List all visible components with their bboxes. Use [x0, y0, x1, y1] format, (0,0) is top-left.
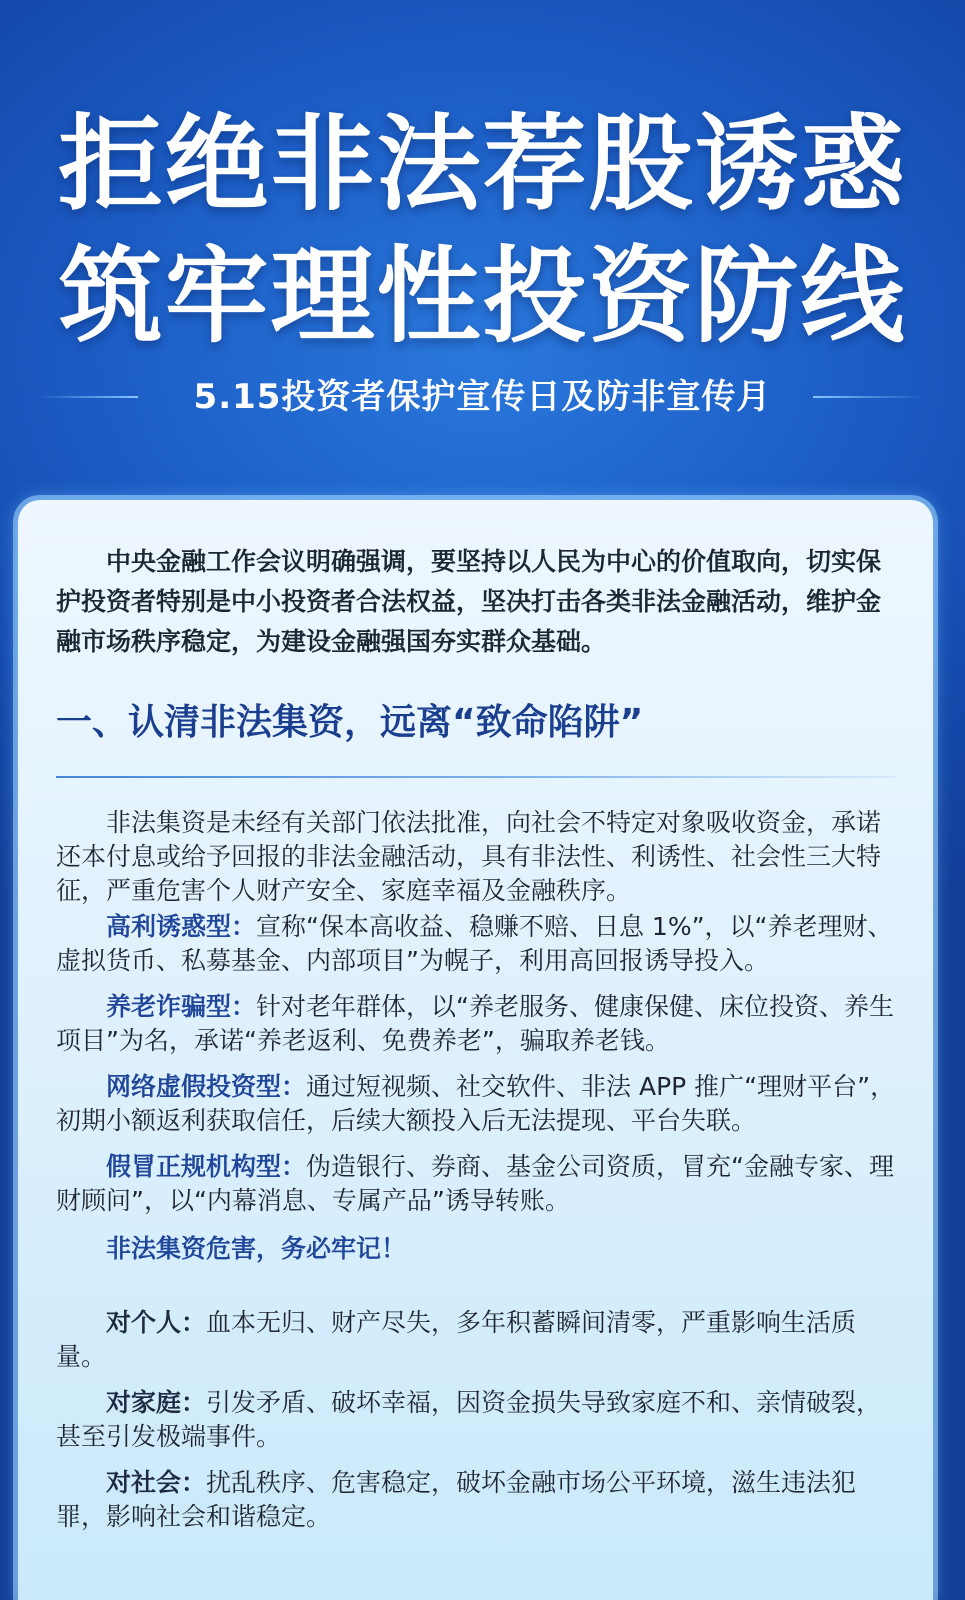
- harm-item-society: [56, 1466, 896, 1534]
- harm-text: 血本无归、财产尽失，多年积蓄瞬间清零，严重影响生活质量。: [56, 1308, 857, 1371]
- subtitle-divider-left: [38, 396, 138, 398]
- harm-label: 对个人：: [106, 1308, 207, 1337]
- type-label: 网络虚假投资型：: [106, 1072, 307, 1101]
- intro-paragraph: 中央金融工作会议明确强调，要坚持以人民为中心的价值取向，切实保护投资者特别是中小投资者合法权益，坚决打击各类非法金融活动，维护金融市场秩序稳定，为建设金融强国夯实群众基础。: [56, 547, 882, 656]
- subtitle: 5.15投资者保护宣传日及防非宣传月: [193, 377, 772, 417]
- definition-paragraph: 非法集资是未经有关部门依法批准，向社会不特定对象吸收资金，承诺还本付息或给予回报的非法金融活动，具有非法性、利诱性、社会性三大特征，严重危害个人财产安全、家庭幸福及金融秩序。: [56, 808, 882, 905]
- type-item-online-fake-investment: [56, 1070, 896, 1138]
- type-text: 针对老年群体，以“养老服务、健康保健、床位投资、养生项目”为名，承诺“养老返利、免费养老”，骗取养老钱。: [56, 992, 894, 1055]
- harm-text: 扰乱秩序、危害稳定，破坏金融市场公平环境，滋生违法犯罪，影响社会和谐稳定。: [56, 1468, 857, 1531]
- type-item-elderly-fraud: [56, 990, 896, 1058]
- type-item-fake-institution: [56, 1150, 896, 1218]
- subtitle-row: [0, 372, 965, 422]
- type-text: 通过短视频、社交软件、非法 APP 推广“理财平台”，初期小额返利获取信任，后续大额投入后无法提现、平台失联。: [56, 1072, 896, 1135]
- content-card: [18, 500, 933, 1600]
- harm-label: 对家庭：: [106, 1388, 207, 1417]
- type-text: 伪造银行、券商、基金公司资质，冒充“金融专家、理财顾问”，以“内幕消息、专属产品”诱导转账。: [56, 1152, 894, 1215]
- section-heading: 一、认清非法集资，远离“致命陷阱”: [56, 702, 644, 743]
- harm-heading: [56, 1232, 896, 1266]
- harm-label: 对社会：: [106, 1468, 207, 1497]
- harm-item-individual: [56, 1306, 896, 1374]
- hero-banner: [0, 0, 965, 480]
- type-label: 高利诱惑型：: [106, 912, 257, 941]
- subtitle-divider-right: [813, 396, 923, 398]
- type-text: 宣称“保本高收益、稳赚不赔、日息 1%”，以“养老理财、虚拟货币、私募基金、内部项目”为幌子，利用高回报诱导投入。: [56, 912, 893, 975]
- harm-heading-text: 非法集资危害，务必牢记！: [106, 1234, 407, 1263]
- hero-title-line1: 拒绝非法荐股诱惑: [58, 103, 907, 225]
- type-label: 假冒正规机构型：: [106, 1152, 307, 1181]
- harm-text: 引发矛盾、破坏幸福，因资金损失导致家庭不和、亲情破裂，甚至引发极端事件。: [56, 1388, 882, 1451]
- section-divider: [56, 776, 896, 778]
- type-label: 养老诈骗型：: [106, 992, 257, 1021]
- type-item-high-interest: [56, 910, 896, 978]
- harm-item-family: [56, 1386, 896, 1454]
- hero-title-line2: 筑牢理性投资防线: [58, 235, 907, 357]
